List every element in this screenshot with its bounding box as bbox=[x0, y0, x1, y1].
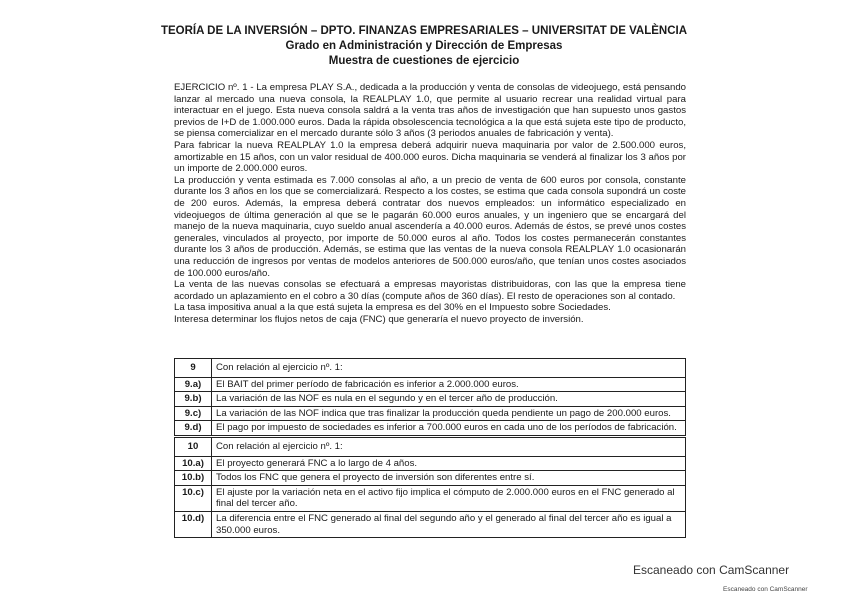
option-text: El pago por impuesto de sociedades es inferior a 700.000 euros en cada uno de los períodos de fabricación. bbox=[212, 421, 686, 436]
question-option-row bbox=[175, 377, 686, 392]
option-number: 9.c) bbox=[175, 406, 212, 421]
question-title: Con relación al ejercicio nº. 1: bbox=[212, 359, 686, 378]
option-number: 9.a) bbox=[175, 377, 212, 392]
option-text: El ajuste por la variación neta en el activo fijo implica el cómputo de 2.000.000 euros en el FNC generado al final del tercer año. bbox=[212, 485, 686, 511]
header-title: TEORÍA DE LA INVERSIÓN – DPTO. FINANZAS EMPRESARIALES – UNIVERSITAT DE VALÈNCIA bbox=[160, 25, 688, 37]
question-option-row bbox=[175, 392, 686, 407]
option-text: Todos los FNC que genera el proyecto de inversión son diferentes entre sí. bbox=[212, 471, 686, 486]
question-9-table bbox=[174, 358, 686, 436]
question-header-row bbox=[175, 438, 686, 457]
statement-paragraph: La venta de las nuevas consolas se efectuará a empresas mayoristas distribuidoras, con las que la empresa tiene acordado un aplazamiento en el cobro a 30 días (compute años de 360 días). El resto de operaciones son al contado. bbox=[174, 279, 686, 302]
question-option-row bbox=[175, 485, 686, 511]
question-10-table bbox=[174, 437, 686, 538]
option-text: El proyecto generará FNC a lo largo de 4 años. bbox=[212, 456, 686, 471]
question-option-row bbox=[175, 456, 686, 471]
question-title: Con relación al ejercicio nº. 1: bbox=[212, 438, 686, 457]
statement-paragraph: La producción y venta estimada es 7.000 consolas al año, a un precio de venta de 600 euros por consola, constante durante los 3 años en los que se comercializará. Respecto a los costes, se estima que cada consola supondrá un coste de 200 euros. Además, la empresa deberá contratar dos nuevos empleados: un informático especializado en videojuegos de última generación al que se le pagarán 60.000 euros anuales, y un ingeniero que se encargará del manejo de la nueva maquinaria, cuyo sueldo anual ascendería a 40.000 euros. Además de éstos, se prevé unos costes generales, vinculados al proyecto, por importe de 50.000 euros al año. Todos los costes permanecerán constantes durante los 3 años de producción. Además, se estima que las ventas de la nueva consola REALPLAY 1.0 ocasionarán una reducción de ingresos por ventas de modelos anteriores de 500.000 euros/año, que tenían unos costes asociados de 100.000 euros/año. bbox=[174, 174, 686, 279]
option-number: 10.a) bbox=[175, 456, 212, 471]
exercise-statement bbox=[174, 82, 686, 325]
statement-paragraph: Interesa determinar los flujos netos de caja (FNC) que generaría el nuevo proyecto de inversión. bbox=[174, 313, 584, 325]
document-header bbox=[0, 24, 848, 69]
question-option-row bbox=[175, 511, 686, 537]
question-number: 9 bbox=[175, 359, 212, 378]
option-number: 10.c) bbox=[175, 485, 212, 511]
header-subtitle: Muestra de cuestiones de ejercicio bbox=[328, 55, 520, 67]
question-option-row bbox=[175, 406, 686, 421]
option-number: 10.d) bbox=[175, 511, 212, 537]
option-text: La diferencia entre el FNC generado al final del segundo año y el generado al final del tercer año es igual a 350.000 euros. bbox=[212, 511, 686, 537]
question-number: 10 bbox=[175, 438, 212, 457]
option-number: 9.b) bbox=[175, 392, 212, 407]
option-number: 9.d) bbox=[175, 421, 212, 436]
statement-paragraph: EJERCICIO nº. 1 - La empresa PLAY S.A., dedicada a la producción y venta de consolas de videojuego, está pensando lanzar al mercado una nueva consola, la REALPLAY 1.0, que permite al usuario recrear una realidad virtual para interactuar en el juego. Esta nueva consola saldrá a la venta tras años de investigación que han supuesto unos gastos previos de I+D de 1.000.000 euros. Dada la rápida obsolescencia tecnológica a la que está sujeta este tipo de producto, se piensa comercializar en el mercado durante sólo 3 años (3 periodos anuales de fabricación y venta). bbox=[174, 82, 686, 140]
statement-paragraph: La tasa impositiva anual a la que está sujeta la empresa es del 30% en el Impuesto sobre Sociedades. bbox=[174, 302, 611, 314]
question-header-row bbox=[175, 359, 686, 378]
option-text: El BAIT del primer período de fabricación es inferior a 2.000.000 euros. bbox=[212, 377, 686, 392]
camscanner-watermark: Escaneado con CamScanner bbox=[633, 563, 790, 577]
option-text: La variación de las NOF indica que tras finalizar la producción queda pendiente un pago de 200.000 euros. bbox=[212, 406, 686, 421]
question-option-row bbox=[175, 421, 686, 436]
header-degree: Grado en Administración y Dirección de Empresas bbox=[285, 40, 563, 52]
question-option-row bbox=[175, 471, 686, 486]
camscanner-small-watermark: Escaneado con CamScanner bbox=[723, 586, 808, 593]
option-number: 10.b) bbox=[175, 471, 212, 486]
statement-paragraph: Para fabricar la nueva REALPLAY 1.0 la empresa deberá adquirir nueva maquinaria por valor de 2.500.000 euros, amortizable en 15 años, con un valor residual de 400.000 euros. Dicha maquinaria se venderá al finalizar los 3 años por un importe de 2.000.000 euros. bbox=[174, 139, 686, 175]
option-text: La variación de las NOF es nula en el segundo y en el tercer año de producción. bbox=[212, 392, 686, 407]
